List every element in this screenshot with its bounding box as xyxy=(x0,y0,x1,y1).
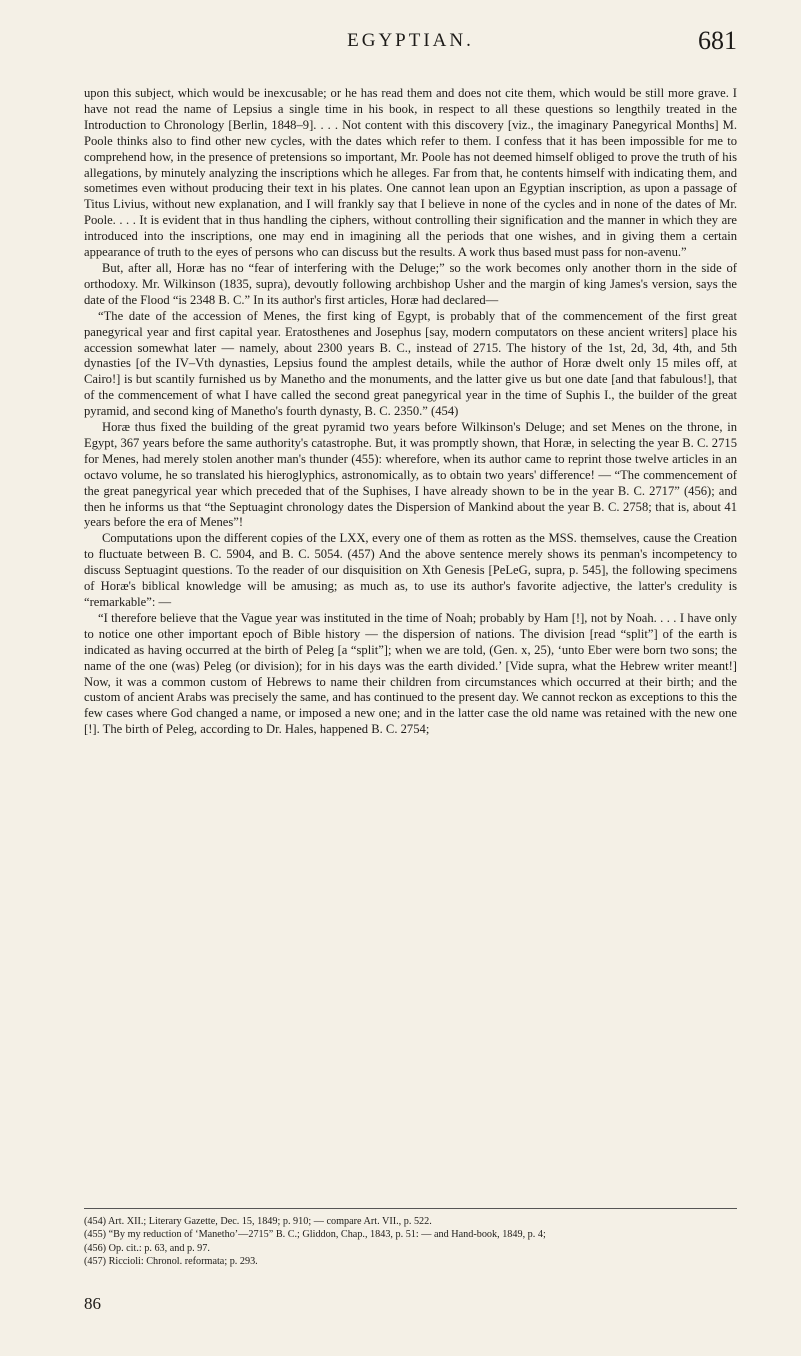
quoted-paragraph: “The date of the accession of Menes, the first king of Egypt, is probably that of the commencement of the first great panegyrical year and first capital year. Eratosthenes and Josephus [say, modern computators on these ancient writers] place his accession somewhat later — namely, about 2300 years B. C., instead of 2715. The history of the 1st, 2d, 3d, 4th, and 5th dynasties [of the IV–Vth dynasties, Lepsius found the amplest details, while the author of Horæ dwelt only 15 miles off, at Cairo!] is but scantily furnished us by Manetho and the monuments, and the latter give us but one date [and that fabulous!], that of the commencement of what I have called the second great panegyrical year in the time of Suphis I., the builder of the great pyramid, and second king of Manetho's fourth dynasty, B. C. 2350.” (454) xyxy=(84,308,737,419)
body-text xyxy=(84,86,737,738)
footnote: (456) Op. cit.: p. 63, and p. 97. xyxy=(84,1242,210,1254)
running-head: EGYPTIAN. xyxy=(347,30,474,51)
footnote: (455) “By my reduction of ‘Manetho’—2715” B. C.; Gliddon, Chap., 1843, p. 51: — and Hand-book, 1849, p. 4; xyxy=(84,1229,546,1241)
page-header xyxy=(84,26,737,62)
paragraph: Horæ thus fixed the building of the great pyramid two years before Wilkinson's Deluge; and set Menes on the throne, in Egypt, 367 years before the same authority's catastrophe. But, it was promptly shown, that Horæ, in selecting the year B. C. 2715 for Menes, had merely stolen another man's thunder (455): wherefore, when its author came to reprint those twelve articles in an octavo volume, he so translated his hieroglyphics, astronomically, as to obtain two years' difference! — “The commencement of the great panegyrical year which preceded that of the Suphises, I have already shown to be in the year B. C. 2717” (456); and then he informs us that “the Septuagint chronology dates the Dispersion of Mankind about the year B. C. 2758; that is, about 41 years before the era of Menes”! xyxy=(84,420,737,530)
footnotes xyxy=(84,1208,737,1269)
signature-mark: 86 xyxy=(84,1294,101,1313)
footnote-rule xyxy=(84,1208,737,1209)
paragraph: But, after all, Horæ has no “fear of interfering with the Deluge;” so the work becomes only another thorn in the side of orthodoxy. Mr. Wilkinson (1835, supra), devoutly following archbishop Usher and the margin of king James's version, says the date of the Flood “is 2348 B. C.” In its author's first articles, Horæ had declared— xyxy=(84,260,737,307)
paragraph: Computations upon the different copies of the LXX, every one of them as rotten as the MSS. themselves, cause the Creation to fluctuate between B. C. 5904, and B. C. 5054. (457) And the above sentence merely shows its penman's incompetency to discuss Septuagint questions. To the reader of our disquisition on Xth Genesis [PeLeG, supra, p. 545], the following specimens of Horæ's biblical knowledge will be amusing; as much as, to use its author's favorite adjective, the latter's credulity is “remarkable”: — xyxy=(84,531,737,609)
paragraph: upon this subject, which would be inexcusable; or he has read them and does not cite them, which would be still more grave. I have not read the name of Lepsius a single time in his book, in respect to all these questions so lengthily treated in the Introduction to Chronology [Berlin, 1848–9]. . . . Not content with this discovery [viz., the imaginary Panegyrical Months] M. Poole thinks also to find other new cycles, with the dates which refer to them. I confess that it has been impossible for me to comprehend how, in the presence of pretensions so important, Mr. Poole has not deemed himself obliged to prove the truth of his allegations, by minutely analyzing the inscriptions which he alleges. Far from that, he contents himself with indicating them, and sometimes even without producing their text in his plates. One cannot lean upon an Egyptian inscription, as upon a passage of Titus Livius, without new explanation, and I will frankly say that I believe in none of the cycles and in none of the dates of Mr. Poole. . . . It is evident that in thus handling the ciphers, without controlling their signification and the manner in which they are introduced into the inscriptions, one may end in imagining all the periods that one wishes, and in giving them a certain appearance of truth to the eyes of persons who can discuss but the results. A work thus based must pass for non-avenu.” xyxy=(84,86,737,260)
footnote: (454) Art. XII.; Literary Gazette, Dec. 15, 1849; p. 910; — compare Art. VII., p. 522. xyxy=(84,1216,432,1227)
footnote: (457) Riccioli: Chronol. reformata; p. 293. xyxy=(84,1256,258,1268)
quoted-paragraph: “I therefore believe that the Vague year was instituted in the time of Noah; probably by Ham [!], not by Noah. . . . I have only to notice one other important epoch of Bible history — the dispersion of nations. The division [read “split”] of the earth is indicated as having occurred at the birth of Peleg [a “split”]; when we are told, (Gen. x, 25), ‘unto Eber were born two sons; the name of the one (was) Peleg (or division); for in his days was the earth divided.’ [Vide supra, what the Hebrew writer meant!] Now, it was a common custom of Hebrews to name their children from circumstances which occurred at their birth; and the custom of ancient Arabs was precisely the same, and has continued to the present day. We cannot reckon as exceptions to this the few cases where God changed a name, or imposed a new one; and in the latter case the old name was retained with the new one [!]. The birth of Peleg, according to Dr. Hales, happened B. C. 2754; xyxy=(84,610,737,737)
page-number: 681 xyxy=(698,26,737,55)
